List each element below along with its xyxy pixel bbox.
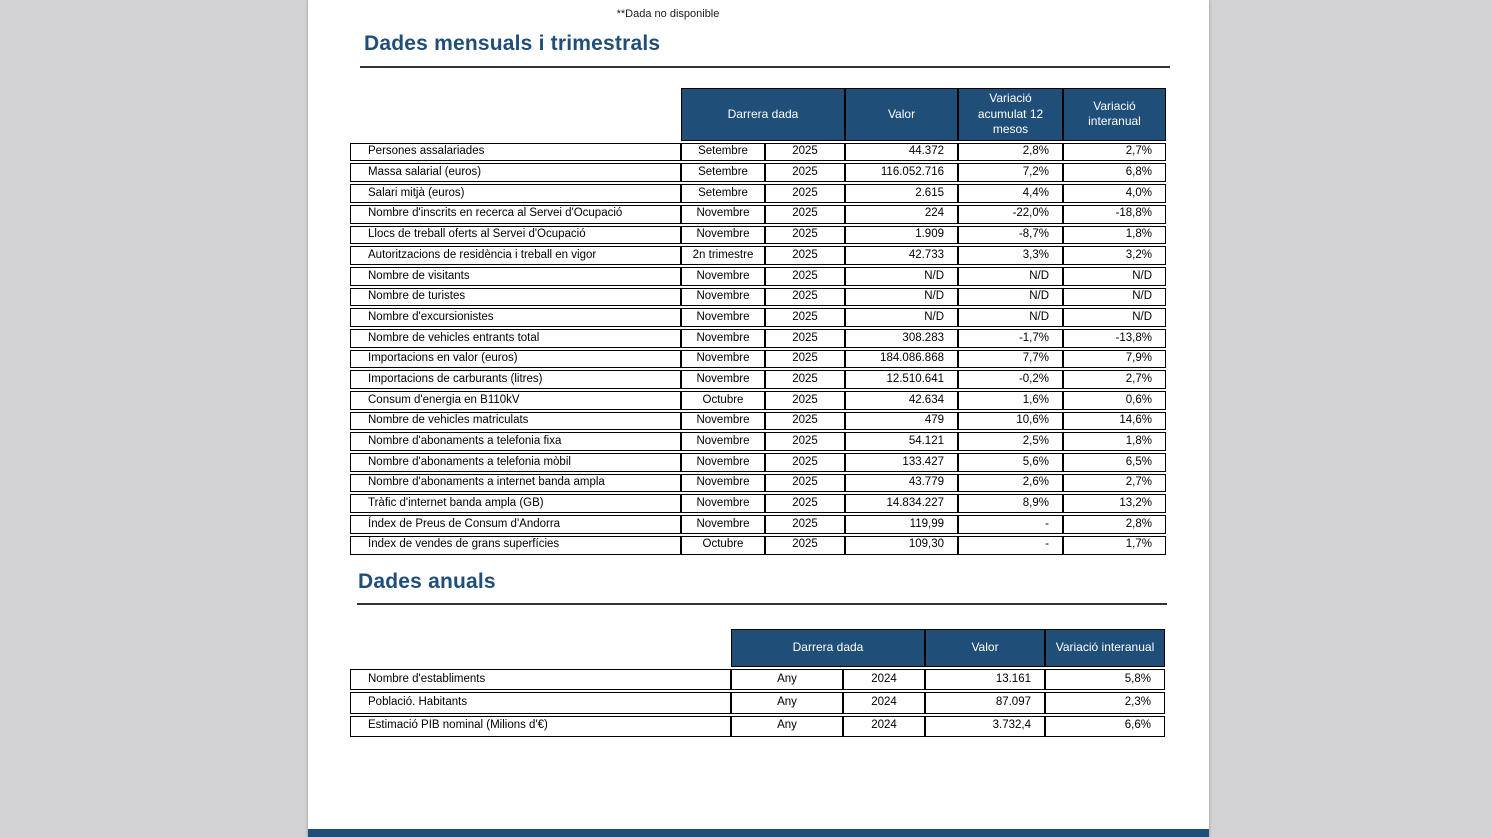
table-cell: 14.834.227 bbox=[845, 494, 958, 513]
table-cell: 2025 bbox=[765, 267, 845, 286]
table-cell: 2025 bbox=[765, 329, 845, 348]
table-cell: 2025 bbox=[765, 432, 845, 451]
table-cell: Nombre d'establiments bbox=[350, 669, 731, 690]
table-cell: Autoritzacions de residència i treball en vigor bbox=[350, 246, 681, 265]
table-cell: 2025 bbox=[765, 515, 845, 534]
table-row bbox=[350, 308, 1166, 327]
table-cell: Massa salarial (euros) bbox=[350, 163, 681, 182]
table-row bbox=[350, 350, 1166, 369]
monthly-section-title: Dades mensuals i trimestrals bbox=[364, 32, 661, 55]
table-cell: 1,8% bbox=[1063, 226, 1166, 245]
table-row bbox=[350, 716, 1165, 737]
monthly-data-table bbox=[350, 86, 1166, 557]
table-cell: 1,6% bbox=[958, 391, 1063, 410]
table-cell: 133.427 bbox=[845, 453, 958, 472]
table-cell: 5,6% bbox=[958, 453, 1063, 472]
table-row bbox=[350, 692, 1165, 713]
table-cell: 2,3% bbox=[1045, 692, 1165, 713]
col-header-variacio-acumulat: Variació acumulat 12 mesos bbox=[958, 88, 1063, 141]
col-header-variacio-interanual: Variació interanual bbox=[1063, 88, 1166, 141]
table-cell: 44.372 bbox=[845, 143, 958, 162]
table-cell: Any bbox=[731, 692, 843, 713]
table-cell: 13,2% bbox=[1063, 494, 1166, 513]
data-unavailable-note: **Dada no disponible bbox=[616, 8, 720, 20]
annual-title-rule bbox=[357, 603, 1167, 605]
table-cell: 3,3% bbox=[958, 246, 1063, 265]
table-cell: Importacions de carburants (litres) bbox=[350, 370, 681, 389]
table-cell: -13,8% bbox=[1063, 329, 1166, 348]
table-cell: 1,8% bbox=[1063, 432, 1166, 451]
table-row bbox=[350, 391, 1166, 410]
table-cell: Consum d'energia en B110kV bbox=[350, 391, 681, 410]
annual-data-table bbox=[350, 627, 1165, 739]
table-row bbox=[350, 246, 1166, 265]
table-cell: 109,30 bbox=[845, 536, 958, 555]
table-cell: 4,4% bbox=[958, 184, 1063, 203]
table-cell: Setembre bbox=[681, 143, 765, 162]
table-cell: Novembre bbox=[681, 412, 765, 431]
table-row bbox=[350, 474, 1166, 493]
table-cell: 2.615 bbox=[845, 184, 958, 203]
table-cell: 3,2% bbox=[1063, 246, 1166, 265]
table-cell: N/D bbox=[1063, 308, 1166, 327]
table-cell: 2024 bbox=[843, 716, 925, 737]
table-cell: Novembre bbox=[681, 474, 765, 493]
table-cell: -22,0% bbox=[958, 205, 1063, 224]
col-header-darrera-dada: Darrera dada bbox=[731, 629, 925, 667]
table-cell: 2024 bbox=[843, 669, 925, 690]
table-cell: N/D bbox=[845, 288, 958, 307]
table-cell: 2025 bbox=[765, 226, 845, 245]
col-header-valor: Valor bbox=[925, 629, 1045, 667]
table-cell: 2025 bbox=[765, 412, 845, 431]
table-cell: 13.161 bbox=[925, 669, 1045, 690]
table-cell: Nombre de visitants bbox=[350, 267, 681, 286]
table-cell: Índex de vendes de grans superfícies bbox=[350, 536, 681, 555]
table-cell: 2,8% bbox=[958, 143, 1063, 162]
table-cell: Salari mitjà (euros) bbox=[350, 184, 681, 203]
table-row bbox=[350, 226, 1166, 245]
table-cell: 308.283 bbox=[845, 329, 958, 348]
table-cell: 7,2% bbox=[958, 163, 1063, 182]
table-cell: 43.779 bbox=[845, 474, 958, 493]
table-cell: Novembre bbox=[681, 308, 765, 327]
table-row bbox=[350, 329, 1166, 348]
table-cell: Nombre d'abonaments a telefonia mòbil bbox=[350, 453, 681, 472]
table-cell: 6,5% bbox=[1063, 453, 1166, 472]
table-cell: Nombre d'abonaments a telefonia fixa bbox=[350, 432, 681, 451]
table-cell: Població. Habitants bbox=[350, 692, 731, 713]
table-cell: Octubre bbox=[681, 536, 765, 555]
table-cell: Novembre bbox=[681, 205, 765, 224]
table-cell: 184.086.868 bbox=[845, 350, 958, 369]
table-cell: Importacions en valor (euros) bbox=[350, 350, 681, 369]
table-row bbox=[350, 412, 1166, 431]
table-row bbox=[350, 669, 1165, 690]
table-cell: Nombre d'excursionistes bbox=[350, 308, 681, 327]
table-cell: 6,8% bbox=[1063, 163, 1166, 182]
table-cell: 42.634 bbox=[845, 391, 958, 410]
table-row bbox=[350, 205, 1166, 224]
table-cell: N/D bbox=[958, 267, 1063, 286]
table-cell: 2025 bbox=[765, 184, 845, 203]
col-header-variacio-interanual: Variació interanual bbox=[1045, 629, 1165, 667]
table-cell: 224 bbox=[845, 205, 958, 224]
table-cell: 6,6% bbox=[1045, 716, 1165, 737]
table-cell: 10,6% bbox=[958, 412, 1063, 431]
page-footer-bar bbox=[308, 829, 1209, 837]
table-cell: 2,5% bbox=[958, 432, 1063, 451]
table-cell: Nombre de vehicles matriculats bbox=[350, 412, 681, 431]
table-cell: Nombre de vehicles entrants total bbox=[350, 329, 681, 348]
table-cell: 0,6% bbox=[1063, 391, 1166, 410]
table-cell: 2025 bbox=[765, 246, 845, 265]
table-cell: 4,0% bbox=[1063, 184, 1166, 203]
table-cell: Tràfic d'internet banda ampla (GB) bbox=[350, 494, 681, 513]
monthly-table-body bbox=[350, 143, 1166, 555]
table-cell: Índex de Preus de Consum d'Andorra bbox=[350, 515, 681, 534]
table-cell: 2025 bbox=[765, 143, 845, 162]
table-cell: 116.052.716 bbox=[845, 163, 958, 182]
table-cell: Novembre bbox=[681, 453, 765, 472]
table-cell: 2,8% bbox=[1063, 515, 1166, 534]
table-cell: Llocs de treball oferts al Servei d'Ocupació bbox=[350, 226, 681, 245]
table-cell: -8,7% bbox=[958, 226, 1063, 245]
table-cell: 54.121 bbox=[845, 432, 958, 451]
table-row bbox=[350, 288, 1166, 307]
table-row bbox=[350, 143, 1166, 162]
table-cell: 5,8% bbox=[1045, 669, 1165, 690]
table-cell: 119,99 bbox=[845, 515, 958, 534]
table-cell: N/D bbox=[958, 308, 1063, 327]
table-cell: 2025 bbox=[765, 288, 845, 307]
table-cell: Octubre bbox=[681, 391, 765, 410]
table-cell: N/D bbox=[845, 308, 958, 327]
monthly-title-rule bbox=[360, 66, 1170, 68]
table-cell: Estimació PIB nominal (Milions d'€) bbox=[350, 716, 731, 737]
table-cell: -18,8% bbox=[1063, 205, 1166, 224]
table-cell: Nombre d'inscrits en recerca al Servei d'Ocupació bbox=[350, 205, 681, 224]
document-page bbox=[308, 0, 1209, 837]
table-cell: 42.733 bbox=[845, 246, 958, 265]
table-cell: Novembre bbox=[681, 432, 765, 451]
table-cell: 2025 bbox=[765, 205, 845, 224]
table-cell: Any bbox=[731, 669, 843, 690]
table-cell: 3.732,4 bbox=[925, 716, 1045, 737]
table-cell: 2025 bbox=[765, 453, 845, 472]
table-cell: 479 bbox=[845, 412, 958, 431]
table-cell: Novembre bbox=[681, 515, 765, 534]
table-cell: N/D bbox=[845, 267, 958, 286]
table-cell: 1.909 bbox=[845, 226, 958, 245]
table-row bbox=[350, 370, 1166, 389]
table-row bbox=[350, 267, 1166, 286]
monthly-table-header bbox=[350, 88, 1166, 141]
table-cell: 2025 bbox=[765, 474, 845, 493]
table-cell: 2,7% bbox=[1063, 143, 1166, 162]
table-cell: Persones assalariades bbox=[350, 143, 681, 162]
table-cell: Setembre bbox=[681, 184, 765, 203]
table-cell: Novembre bbox=[681, 329, 765, 348]
table-cell: 2025 bbox=[765, 536, 845, 555]
table-row bbox=[350, 432, 1166, 451]
annual-table-header bbox=[350, 629, 1165, 667]
table-cell: Novembre bbox=[681, 350, 765, 369]
table-cell: 2025 bbox=[765, 163, 845, 182]
table-cell: 2025 bbox=[765, 350, 845, 369]
table-cell: Novembre bbox=[681, 370, 765, 389]
table-cell: N/D bbox=[958, 288, 1063, 307]
col-header-valor: Valor bbox=[845, 88, 958, 141]
table-cell: -1,7% bbox=[958, 329, 1063, 348]
table-cell: N/D bbox=[1063, 267, 1166, 286]
table-cell: 2025 bbox=[765, 370, 845, 389]
table-cell: 1,7% bbox=[1063, 536, 1166, 555]
table-row bbox=[350, 163, 1166, 182]
annual-section-title: Dades anuals bbox=[358, 570, 496, 593]
table-cell: Nombre d'abonaments a internet banda ampla bbox=[350, 474, 681, 493]
table-row bbox=[350, 494, 1166, 513]
table-cell: N/D bbox=[1063, 288, 1166, 307]
table-cell: 8,9% bbox=[958, 494, 1063, 513]
table-cell: 2,6% bbox=[958, 474, 1063, 493]
annual-table-body bbox=[350, 669, 1165, 737]
table-cell: Novembre bbox=[681, 288, 765, 307]
table-cell: 2024 bbox=[843, 692, 925, 713]
table-cell: Setembre bbox=[681, 163, 765, 182]
table-cell: 12.510.641 bbox=[845, 370, 958, 389]
table-cell: 7,7% bbox=[958, 350, 1063, 369]
col-header-darrera-dada: Darrera dada bbox=[681, 88, 845, 141]
table-row bbox=[350, 184, 1166, 203]
table-cell: - bbox=[958, 536, 1063, 555]
table-cell: 2025 bbox=[765, 308, 845, 327]
table-cell: 2n trimestre bbox=[681, 246, 765, 265]
table-cell: 2025 bbox=[765, 494, 845, 513]
table-cell: 14,6% bbox=[1063, 412, 1166, 431]
table-row bbox=[350, 536, 1166, 555]
table-cell: 2,7% bbox=[1063, 370, 1166, 389]
table-cell: 7,9% bbox=[1063, 350, 1166, 369]
table-cell: Novembre bbox=[681, 494, 765, 513]
table-cell: Novembre bbox=[681, 226, 765, 245]
table-cell: 2,7% bbox=[1063, 474, 1166, 493]
table-cell: 87.097 bbox=[925, 692, 1045, 713]
table-cell: Novembre bbox=[681, 267, 765, 286]
table-cell: Nombre de turistes bbox=[350, 288, 681, 307]
blank-header-cell bbox=[350, 88, 681, 141]
table-cell: - bbox=[958, 515, 1063, 534]
table-cell: Any bbox=[731, 716, 843, 737]
blank-header-cell bbox=[350, 629, 731, 667]
table-row bbox=[350, 453, 1166, 472]
table-cell: 2025 bbox=[765, 391, 845, 410]
table-cell: -0,2% bbox=[958, 370, 1063, 389]
table-row bbox=[350, 515, 1166, 534]
